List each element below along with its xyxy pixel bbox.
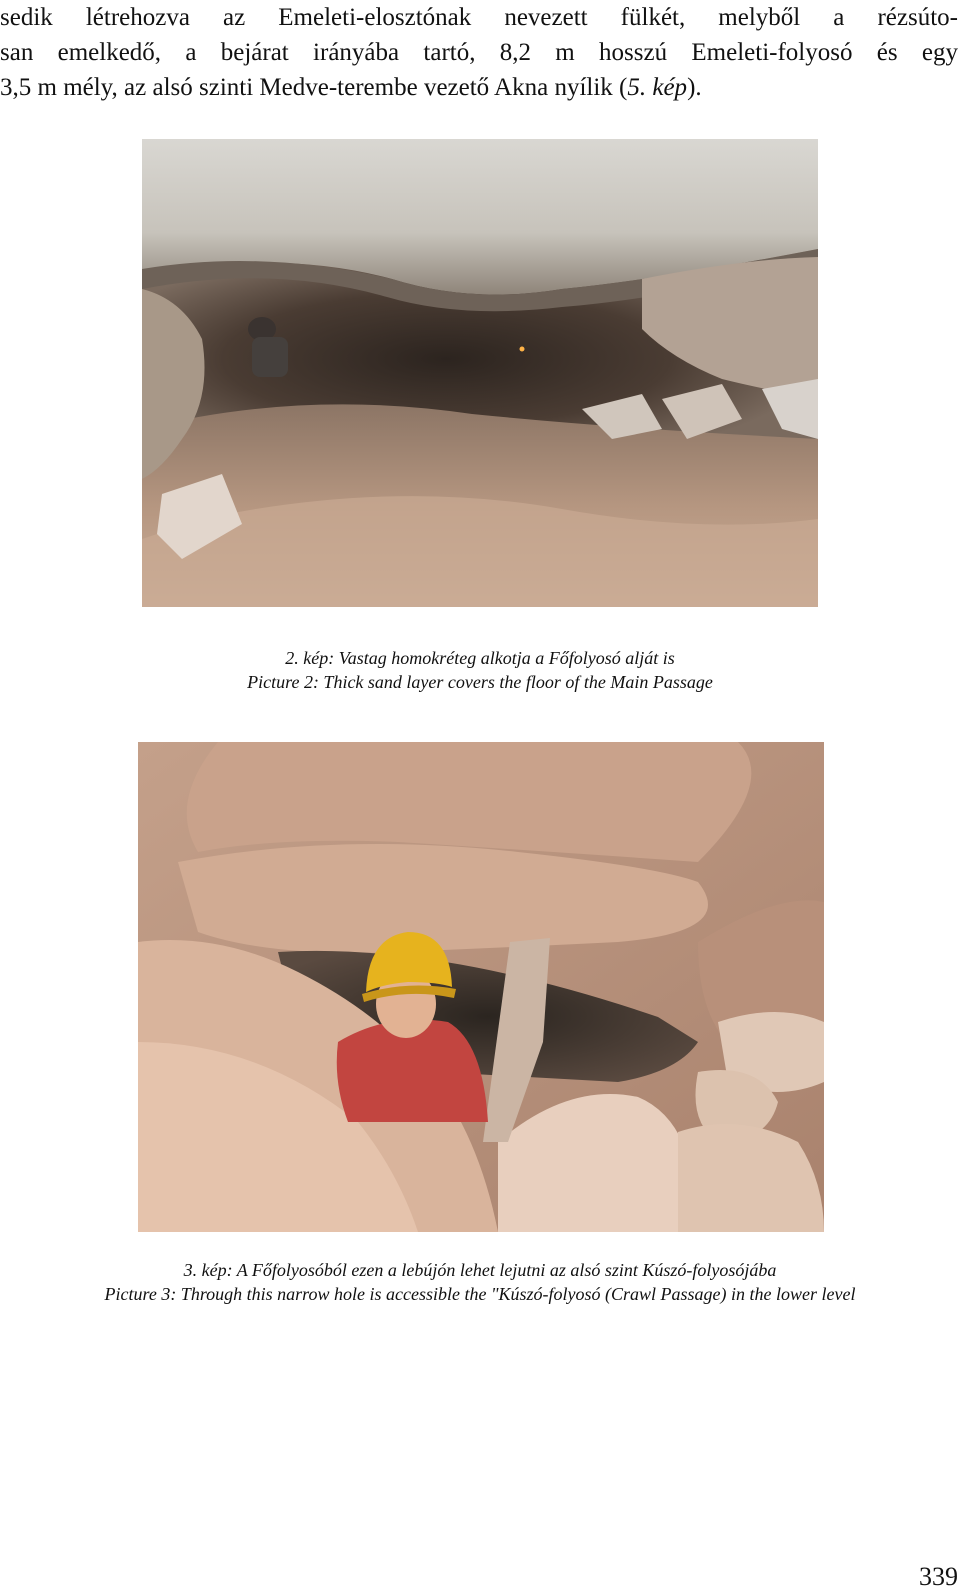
body-line: sedik létrehozva az Emeleti-elosztónak nevezett fülkét, melyből a rézsúto- bbox=[0, 4, 958, 31]
caption-english: Picture 2: Thick sand layer covers the floor of the Main Passage bbox=[247, 672, 713, 692]
body-line: san emelkedő, a bejárat irányába tartó, 8,2 m hosszú Emeleti-folyosó és egy bbox=[0, 39, 958, 66]
caption-hungarian: 3. kép: A Főfolyosóból ezen a lebújón lehet lejutni az alsó szint Kúszó-folyosójába bbox=[183, 1260, 777, 1280]
body-line-text: 3,5 m mély, az alsó szinti Medve-terembe vezető Akna nyílik ( bbox=[0, 74, 628, 101]
body-paragraph bbox=[0, 0, 958, 105]
figure-reference: 5. kép bbox=[627, 74, 688, 101]
caver-in-hole-photo bbox=[138, 742, 824, 1232]
page-number: 339 bbox=[919, 1562, 958, 1591]
figure-caption bbox=[0, 646, 960, 694]
caption-english: Picture 3: Through this narrow hole is accessible the "Kúszó-folyosó (Crawl Passage) in the lower level bbox=[104, 1284, 856, 1304]
figure-caption bbox=[0, 1258, 960, 1306]
cave-passage-photo bbox=[142, 139, 818, 607]
body-line-text: ). bbox=[687, 74, 702, 101]
body-line bbox=[0, 70, 958, 105]
caption-hungarian: 2. kép: Vastag homokréteg alkotja a Főfolyosó alját is bbox=[285, 648, 675, 668]
